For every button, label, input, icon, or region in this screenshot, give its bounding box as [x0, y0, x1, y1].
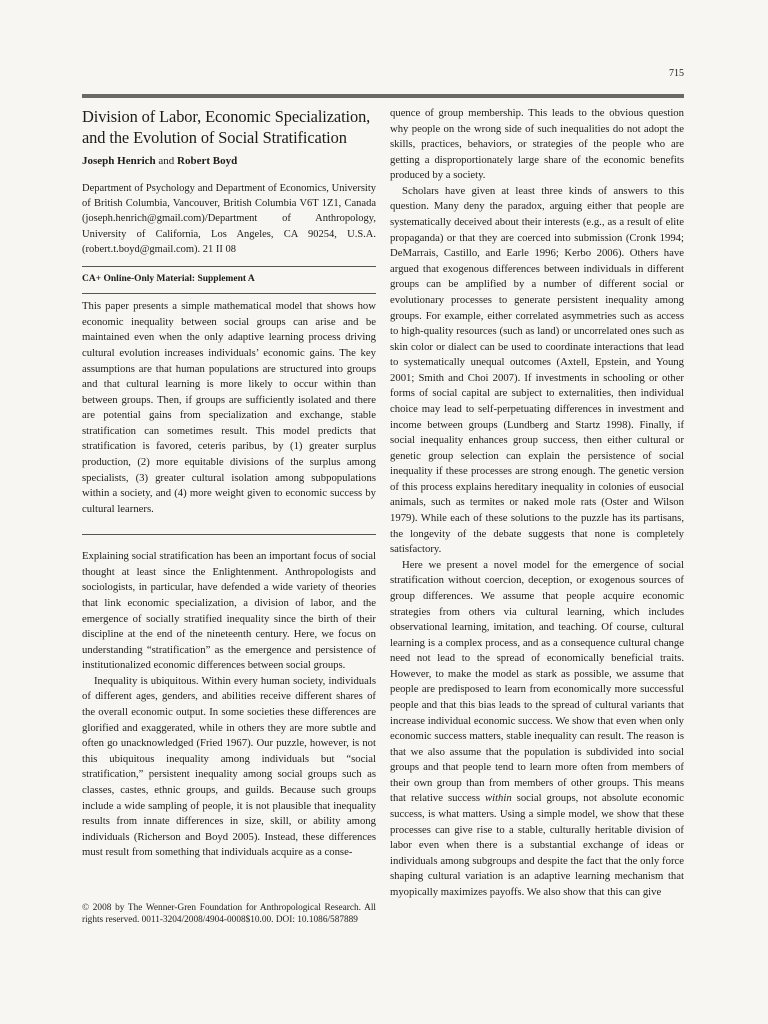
header-rule — [82, 94, 684, 98]
body-paragraph — [390, 558, 684, 901]
page-number: 715 — [669, 68, 684, 79]
author-line — [82, 154, 376, 170]
body-paragraph: Scholars have given at least three kinds of answers to this question. Many deny the paradox, arguing either that people are systematically deceived about their interests (e.g., as a result of elite propaganda) or that they are coerced into submission (Cronk 1994; DeMarrais, Castillo, and Earle 1996; Kerbo 2006). Others have argued that exogenous differences between individuals in different groups can be amplified by a number of different social or evolutionary processes to generate persistent inequality among groups. For example, either correlated asymmetries such as access to high-quality resources (such as land) or uncorrelated ones such as skin color or dialect can be used to coordinate interactions that lead to systematically unequal outcomes (Axtell, Epstein, and Young 2001; Smith and Choi 2007). If investments in schooling or other forms of social capital are subject to externalities, then individual choice may lead to self-perpetuating differences in investment and income between groups (Lundberg and Startz 1998). Finally, if social inequality enhances group success, then either cultural or genetic group selection can explain the persistence of social inequality if these processes are strong enough. The genetic version of this process explains hereditary inequality in colonies of eusocial animals, such as termites or naked mole rats (Oster and Wilson 1979). While each of these solutions to the puzzle has its partisans, the longevity of the debate suggests that none is completely satisfactory. — [390, 184, 684, 556]
body-paragraph: Explaining social stratification has been an important focus of social thought at least since the Enlightenment. Anthropologists and sociologists, in particular, have defended a wide variety of theories that link economic specialization, a division of labor, and the emergence of socially stratified inequality since the birth of their discipline at the end of the nineteenth century. Here, we focus on understanding “stratification” as the emergence and persistence of institutionalized economic differences between social groups. — [82, 550, 376, 672]
emphasis-within: within — [484, 792, 512, 805]
body-paragraph: Inequality is ubiquitous. Within every human society, individuals of different ages, genders, and abilities receive different shares of the overall economic output. In some societies these differences are glorified and exaggerated, while in others they are more subtle and often go unacknowledged (Fried 1967). Our puzzle, however, is not this ubiquitous inequality among individuals but “social stratification,” persistent inequality among social groups such as classes, castes, ethnic groups, and guilds. Because such groups include a wide sampling of people, it is not plausible that inequality results from innate differences in size, skill, or ability among individuals (Richerson and Boyd 2005). Instead, these differences must result from something that individuals acquire as a conse- — [82, 674, 376, 859]
left-column — [82, 104, 376, 861]
abstract: This paper presents a simple mathematical model that shows how economic inequality between social groups can arise and be maintained even when the only adaptive learning process driving cultural evolution increases individuals’ economic gains. The key assumptions are that human populations are structured into groups and that cultural learning is more likely to occur within than between groups. Then, if groups are sufficiently isolated and there are potential gains from specialization and exchange, stable stratification can sometimes result. This model predicts that stratification is favored, ceteris paribus, by (1) greater surplus production, (2) more equitable divisions of the surplus among specialists, (3) greater cultural isolation among subpopulations within a society, and (4) more weight given to economic success by cultural learners. — [82, 300, 376, 515]
abstract-bottom-rule — [82, 534, 376, 535]
supplement-rule — [82, 266, 376, 267]
author-conjunction: and — [155, 155, 178, 167]
article-title: Division of Labor, Economic Specialization, and the Evolution of Social Stratification — [82, 107, 371, 147]
body-paragraph: quence of group membership. This leads to the obvious question why people on the wrong side of such inequalities do not adopt the skills, practices, behaviors, or strategies of the people who are getting a disproportionately large share of the economic benefits produced by a society. — [390, 107, 684, 182]
affiliation: Department of Psychology and Department of Economics, University of British Columbia, Vancouver, British Columbia V6T 1Z1, Canada (joseph.henrich@gmail.com)/Department of Anthropology, University of California, Los Angeles, CA 90254, U.S.A. (robert.t.boyd@gmail.com). 21 II 08 — [82, 182, 376, 256]
text-run: social groups, not absolute economic success, is what matters. Using a simple model, we show that these processes can give rise to a stable, culturally heritable division of labor even when there is a substantial exchange of ideas or individuals among subgroups and despite the fact that the only force shaping cultural variation is an adaptive learning mechanism that myopically maximizes payoffs. We also show that this can give — [390, 792, 684, 898]
abstract-top-rule — [82, 293, 376, 294]
author-henrich: Joseph Henrich — [82, 155, 156, 167]
text-run: Here we present a novel model for the emergence of social stratification without coercion, deception, or exogenous sources of group differences. We assume that people acquire economic strategies from others via cultural learning, which includes observational learning, imitation, and teaching. Of course, cultural learning is a complex process, and as a consequence cultural change need not lead to the spread of economically beneficial traits. However, to make the model as stark as possible, we assume that people are predisposed to learn from economically more successful people and that this bias leads to the spread of cultural variants that increase individual economic success. We show that even when only economic success matters, stable inequality can result. The reason is that we also assume that the population is subdivided into social groups and that people tend to learn more often from members of their own group than from members of other groups. This means that relative success — [390, 558, 684, 805]
author-boyd: Robert Boyd — [177, 155, 238, 167]
right-column — [390, 106, 684, 900]
copyright-footnote: © 2008 by The Wenner-Gren Foundation for Anthropological Research. All rights reserved. 0011-3204/2008/4904-0008$10.00. DOI: 10.1086/587889 — [82, 903, 376, 926]
supplement-note: CA+ Online-Only Material: Supplement A — [82, 273, 255, 284]
